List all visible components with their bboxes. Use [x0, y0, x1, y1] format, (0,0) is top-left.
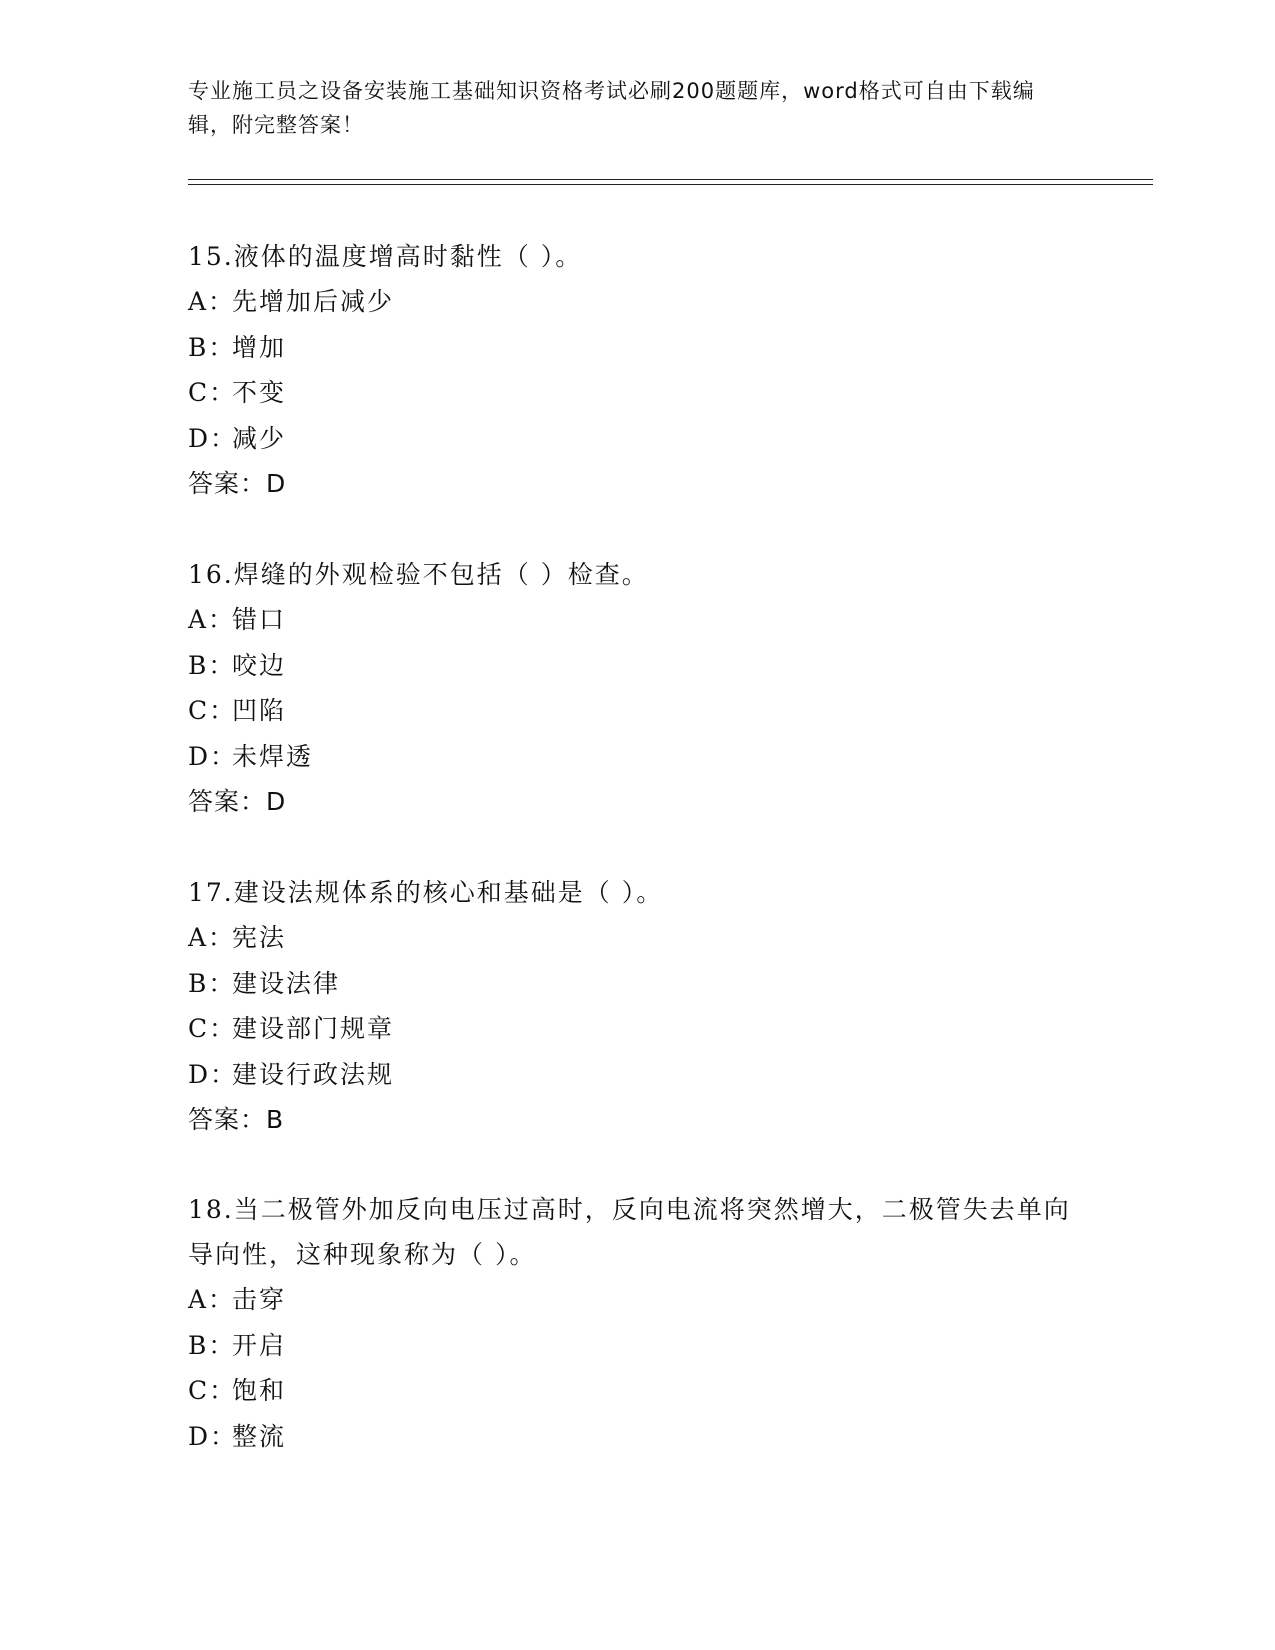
option-key: D：	[188, 423, 238, 453]
option-text: 咬边	[232, 650, 287, 680]
option-text: 宪法	[232, 923, 287, 952]
option-text: 饱和	[232, 1376, 287, 1405]
option-text: 增加	[232, 332, 287, 362]
option-a	[188, 1277, 1088, 1323]
document-header: 专业施工员之设备安装施工基础知识资格考试必刷200题题库，word格式可自由下载编辑，附完整答案！	[188, 79, 1035, 137]
option-c	[188, 688, 1088, 734]
option-c	[188, 1006, 1088, 1052]
option-key: A：	[188, 605, 236, 634]
option-key: D：	[188, 1059, 238, 1089]
option-b	[188, 1323, 1088, 1369]
option-c	[188, 370, 1088, 416]
option-b	[188, 325, 1088, 371]
option-key: B：	[188, 650, 236, 680]
option-text: 先增加后减少	[232, 287, 395, 316]
option-key: B：	[188, 1330, 236, 1360]
option-key: B：	[188, 332, 236, 362]
option-d	[188, 416, 1088, 462]
option-d	[188, 734, 1088, 780]
option-key: C：	[188, 696, 237, 725]
option-text: 击穿	[232, 1285, 287, 1314]
option-a	[188, 915, 1088, 961]
option-b	[188, 961, 1088, 1007]
option-key: B：	[188, 968, 236, 998]
option-key: D：	[188, 1421, 238, 1451]
question-15	[188, 234, 1088, 506]
question-18	[188, 1187, 1088, 1459]
option-text: 整流	[232, 1421, 287, 1451]
option-key: C：	[188, 1014, 237, 1043]
question-stem: 16.焊缝的外观检验不包括（ ）检查。	[188, 560, 649, 589]
question-stem: 17.建设法规体系的核心和基础是（ ）。	[188, 878, 664, 907]
option-key: C：	[188, 378, 237, 407]
option-text: 未焊透	[232, 741, 314, 771]
option-text: 建设法律	[232, 968, 341, 998]
option-text: 开启	[232, 1330, 287, 1360]
answer-line: 答案：B	[188, 1105, 285, 1134]
option-text: 错口	[232, 605, 287, 634]
option-d	[188, 1414, 1088, 1460]
option-text: 减少	[232, 423, 287, 453]
option-text: 建设部门规章	[232, 1014, 395, 1043]
option-key: A：	[188, 287, 236, 316]
question-stem: 18.当二极管外加反向电压过高时，反向电流将突然增大，二极管失去单向导向性，这种现象称为（ ）。	[188, 1195, 1071, 1269]
option-key: A：	[188, 1285, 236, 1314]
question-16	[188, 552, 1088, 824]
option-a	[188, 279, 1088, 325]
option-text: 建设行政法规	[232, 1059, 395, 1089]
header-divider-top	[188, 179, 1153, 180]
answer-line: 答案：D	[188, 469, 287, 498]
header-divider-bottom	[188, 184, 1153, 185]
question-stem: 15.液体的温度增高时黏性（ ）。	[188, 242, 583, 271]
option-key: A：	[188, 923, 236, 952]
option-c	[188, 1368, 1088, 1414]
option-a	[188, 597, 1088, 643]
question-17	[188, 870, 1088, 1142]
option-b	[188, 643, 1088, 689]
option-text: 不变	[232, 378, 287, 407]
option-key: D：	[188, 741, 238, 771]
option-text: 凹陷	[232, 696, 287, 725]
option-key: C：	[188, 1376, 237, 1405]
option-d	[188, 1052, 1088, 1098]
answer-line: 答案：D	[188, 787, 287, 816]
